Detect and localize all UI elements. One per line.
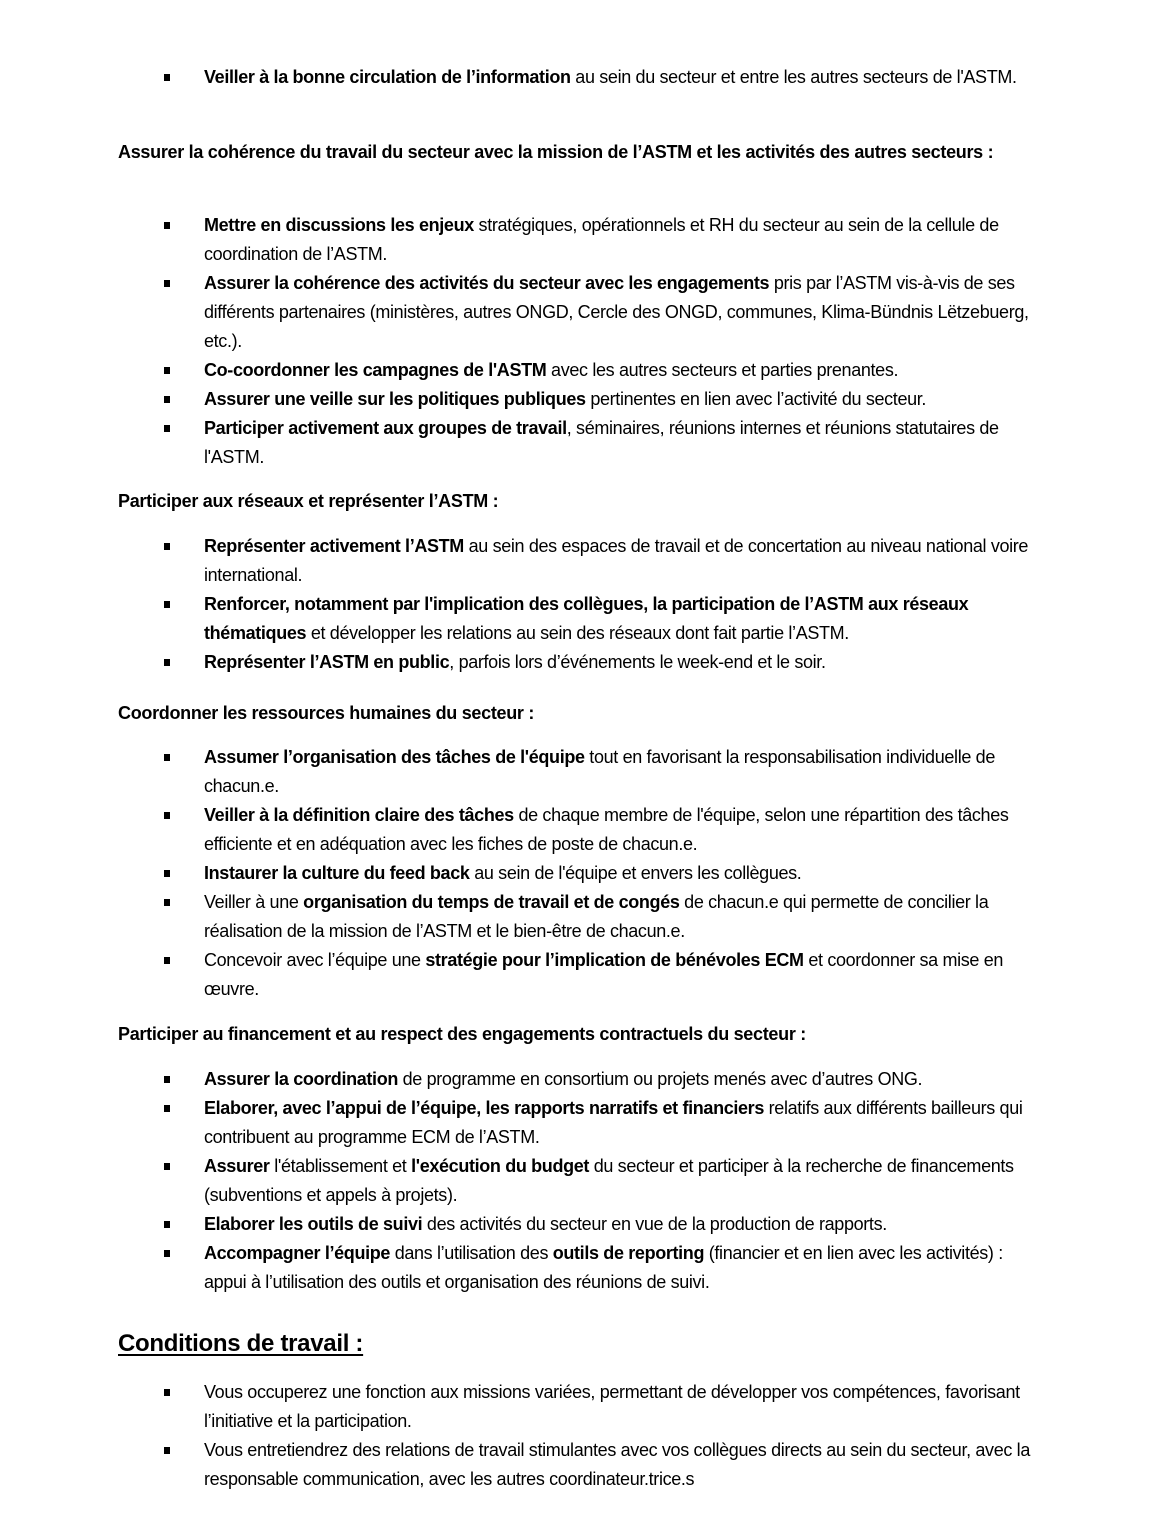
- list-item-text: [204, 946, 1040, 1004]
- square-bullet-icon: [164, 367, 170, 374]
- square-bullet-icon: [164, 754, 170, 761]
- section-heading: Participer au financement et au respect des engagements contractuels du secteur :: [118, 1024, 806, 1044]
- square-bullet-icon: [164, 74, 170, 81]
- list-item: [160, 1210, 1040, 1239]
- list-item-text: [204, 1378, 1040, 1436]
- square-bullet-icon: [164, 1105, 170, 1112]
- plain-text: et développer les relations au sein des réseaux dont fait partie l’ASTM.: [306, 623, 849, 643]
- bold-text: Elaborer les outils de suivi: [204, 1214, 423, 1234]
- list-item-text: [204, 1094, 1040, 1152]
- bold-text: Assurer la cohérence des activités du secteur avec les engagements: [204, 273, 770, 293]
- plain-text: au sein de l'équipe et envers les collègues.: [469, 863, 802, 883]
- bold-text: l'exécution du budget: [411, 1156, 590, 1176]
- square-bullet-icon: [164, 1447, 170, 1454]
- bold-text: Représenter l’ASTM en public: [204, 652, 450, 672]
- plain-text: du secteur et participer à la recherche de financements (subventions et appels à projets).: [204, 1156, 1014, 1205]
- plain-text: Concevoir avec l’équipe une: [204, 950, 426, 970]
- bold-text: Accompagner l’équipe: [204, 1243, 391, 1263]
- square-bullet-icon: [164, 812, 170, 819]
- list-item-text: [204, 269, 1040, 356]
- section-heading: Participer aux réseaux et représenter l’ASTM :: [118, 491, 499, 511]
- plain-text: au sein des espaces de travail et de concertation au niveau national voire international.: [204, 536, 1029, 585]
- plain-text: , séminaires, réunions internes et réunions statutaires de l'ASTM.: [204, 418, 999, 467]
- square-bullet-icon: [164, 899, 170, 906]
- list-item: [160, 269, 1040, 356]
- list-item-text: [204, 648, 1040, 677]
- square-bullet-icon: [164, 1163, 170, 1170]
- square-bullet-icon: [164, 222, 170, 229]
- bold-text: Renforcer, notamment par l'implication des collègues, la participation de l’ASTM aux réseaux thématiques: [204, 594, 969, 643]
- list-item-text: [204, 859, 1040, 888]
- square-bullet-icon: [164, 870, 170, 877]
- list-item: [160, 356, 1040, 385]
- list-item: [160, 648, 1040, 677]
- section-heading: Assurer la cohérence du travail du secteur avec la mission de l’ASTM et les activités des autres secteurs :: [118, 142, 994, 162]
- bold-text: Assurer la coordination: [204, 1069, 398, 1089]
- plain-text: de chaque membre de l'équipe, selon une répartition des tâches efficiente et en adéquation avec les fiches de poste de chacun.e.: [204, 805, 1009, 854]
- bold-text: outils de reporting: [552, 1243, 705, 1263]
- list-item: [160, 211, 1040, 269]
- section-title: Conditions de travail :: [118, 1330, 364, 1357]
- plain-text: avec les autres secteurs et parties prenantes.: [546, 360, 899, 380]
- square-bullet-icon: [164, 601, 170, 608]
- list-item-text: [204, 888, 1040, 946]
- square-bullet-icon: [164, 543, 170, 550]
- list-item: [160, 888, 1040, 946]
- list-item: [160, 385, 1040, 414]
- plain-text: de programme en consortium ou projets menés avec d’autres ONG.: [398, 1069, 923, 1089]
- plain-text: de chacun.e qui permette de concilier la réalisation de la mission de l’ASTM et le bien-être de chacun.e.: [204, 892, 989, 941]
- list-item: [160, 532, 1040, 590]
- plain-text: au sein du secteur et entre les autres secteurs de l'ASTM.: [570, 67, 1017, 87]
- bold-text: Instaurer la culture du feed back: [204, 863, 470, 883]
- square-bullet-icon: [164, 1389, 170, 1396]
- list-item-text: [204, 532, 1040, 590]
- list-item: [160, 1378, 1040, 1436]
- bold-text: Mettre en discussions les enjeux: [204, 215, 474, 235]
- list-item-text: [204, 1065, 1040, 1094]
- square-bullet-icon: [164, 396, 170, 403]
- list-item: [160, 1239, 1040, 1297]
- list-item-text: [204, 385, 1040, 414]
- list-item-text: [204, 1239, 1040, 1297]
- square-bullet-icon: [164, 280, 170, 287]
- list-item: [160, 1065, 1040, 1094]
- plain-text: relatifs aux différents bailleurs qui contribuent au programme ECM de l’ASTM.: [204, 1098, 1023, 1147]
- list-item-text: [204, 1210, 1040, 1239]
- list-item-text: [204, 743, 1040, 801]
- bold-text: Assurer une veille sur les politiques publiques: [204, 389, 586, 409]
- list-item: [160, 801, 1040, 859]
- plain-text: pertinentes en lien avec l’activité du secteur.: [585, 389, 927, 409]
- plain-text: , parfois lors d’événements le week-end et le soir.: [449, 652, 826, 672]
- list-item: [160, 1094, 1040, 1152]
- list-item-text: [204, 1152, 1040, 1210]
- square-bullet-icon: [164, 1076, 170, 1083]
- bold-text: Veiller à la bonne circulation de l’information: [204, 67, 571, 87]
- plain-text: dans l’utilisation des: [390, 1243, 553, 1263]
- plain-text: tout en favorisant la responsabilisation individuelle de chacun.e.: [204, 747, 995, 796]
- section-heading: Coordonner les ressources humaines du secteur :: [118, 703, 535, 723]
- bold-text: Participer activement aux groupes de travail: [204, 418, 567, 438]
- bold-text: Représenter activement l’ASTM: [204, 536, 464, 556]
- list-item: [160, 946, 1040, 1004]
- list-item: [160, 1436, 1040, 1494]
- list-item: [160, 1152, 1040, 1210]
- list-item-text: [204, 63, 1040, 92]
- plain-text: pris par l’ASTM vis-à-vis de ses différents partenaires (ministères, autres ONGD, Cercle des ONGD, communes, Klima-Bündnis Lëtzebuerg, etc.).: [204, 273, 1029, 351]
- list-item-text: [204, 590, 1040, 648]
- bold-text: organisation du temps de travail et de congés: [303, 892, 680, 912]
- list-item-text: [204, 414, 1040, 472]
- plain-text: et coordonner sa mise en œuvre.: [204, 950, 1004, 999]
- square-bullet-icon: [164, 1221, 170, 1228]
- plain-text: (financier et en lien avec les activités) : appui à l’utilisation des outils et organisation des réunions de suivi.: [204, 1243, 1003, 1292]
- bold-text: Assumer l’organisation des tâches de l'équipe: [204, 747, 585, 767]
- plain-text: Vous entretiendrez des relations de travail stimulantes avec vos collègues directs au sein du secteur, avec la responsable communication, avec les autres coordinateur.trice.s: [204, 1440, 1030, 1489]
- bold-text: Veiller à la définition claire des tâches: [204, 805, 514, 825]
- plain-text: stratégiques, opérationnels et RH du secteur au sein de la cellule de coordination de l’ASTM.: [204, 215, 999, 264]
- plain-text: Vous occuperez une fonction aux missions variées, permettant de développer vos compétences, favorisant l’initiative et la participation.: [204, 1382, 1020, 1431]
- bold-text: stratégie pour l’implication de bénévoles ECM: [425, 950, 804, 970]
- square-bullet-icon: [164, 957, 170, 964]
- bold-text: Assurer: [204, 1156, 270, 1176]
- list-item-text: [204, 1436, 1040, 1494]
- list-item: [160, 590, 1040, 648]
- bold-text: Co-coordonner les campagnes de l'ASTM: [204, 360, 547, 380]
- list-item-text: [204, 211, 1040, 269]
- list-item: [160, 743, 1040, 801]
- list-item: [160, 414, 1040, 472]
- list-item: [160, 63, 1040, 92]
- plain-text: des activités du secteur en vue de la production de rapports.: [422, 1214, 887, 1234]
- list-item: [160, 859, 1040, 888]
- plain-text: Veiller à une: [204, 892, 304, 912]
- list-item-text: [204, 356, 1040, 385]
- plain-text: l'établissement et: [269, 1156, 412, 1176]
- square-bullet-icon: [164, 659, 170, 666]
- list-item-text: [204, 801, 1040, 859]
- square-bullet-icon: [164, 425, 170, 432]
- square-bullet-icon: [164, 1250, 170, 1257]
- bold-text: Elaborer, avec l’appui de l’équipe, les rapports narratifs et financiers: [204, 1098, 765, 1118]
